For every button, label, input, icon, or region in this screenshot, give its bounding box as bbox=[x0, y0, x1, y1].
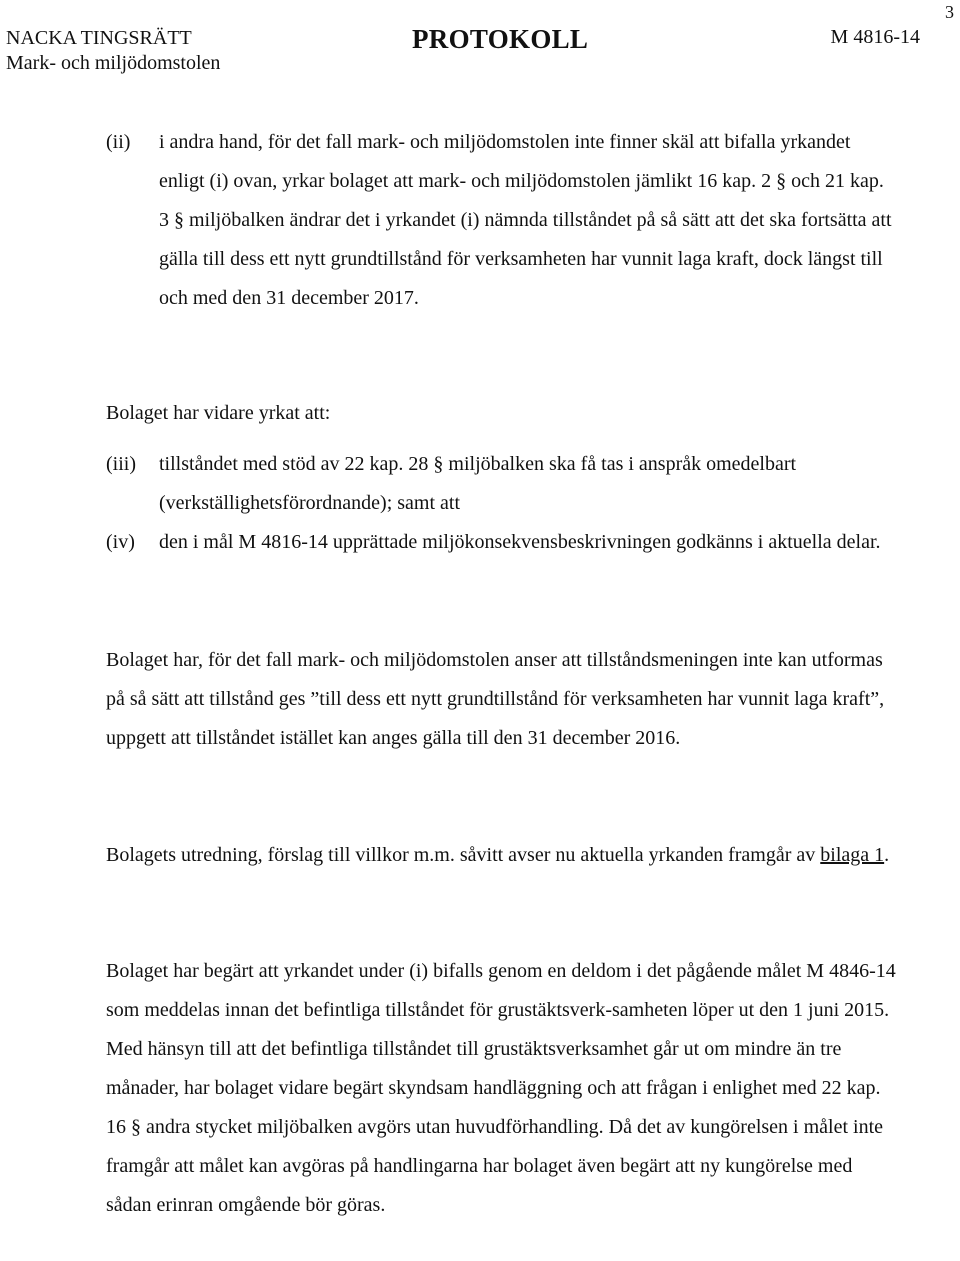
paragraph-text: Bolagets utredning, förslag till villkor m.m. såvitt avser nu aktuella yrkanden framgår av bbox=[106, 844, 821, 866]
list-item-text: i andra hand, för det fall mark- och miljödomstolen inte finner skäl att bifalla yrkandet enligt (i) ovan, yrkar bolaget att mark- och miljödomstolen jämlikt 16 kap. 2 § och 21 kap. 3 § miljöbalken ändrar det i yrkandet (i) nämnda tillståndet på så sätt att det ska fortsätta att gälla till dess ett nytt grundtillstånd för verksamheten har vunnit laga kraft, dock längst till och med den 31 december 2017. bbox=[159, 131, 892, 309]
paragraph-partial-judgment: Bolaget har begärt att yrkandet under (i) bifalls genom en deldom i det pågående målet M 4846-14 som meddelas innan det befintliga tillståndet för grustäktsverk-samheten löper ut den 1 juni 2015. Med hänsyn till att det befintliga tillståndet till grustäktsverksamhet går ut om mindre än tre månader, har bolaget vidare begärt skyndsam handläggning och att frågan i enlighet med 22 kap. 16 § andra stycket miljöbalken avgörs utan huvudförhandling. Då det av kungörelsen i målet inte framgår att målet kan avgöras på handlingarna har bolaget även begärt att ny kungörelse med sådan erinran omgående bör göras. bbox=[106, 960, 896, 1216]
list-item-text: tillståndet med stöd av 22 kap. 28 § miljöbalken ska få tas i anspråk omedelbart (verkställighetsförordnande); samt att bbox=[159, 453, 797, 514]
paragraph-text-end: . bbox=[884, 844, 890, 866]
department-name: Mark- och miljödomstolen bbox=[6, 52, 221, 74]
list-item-iv bbox=[106, 523, 896, 562]
list-marker: (iii) bbox=[106, 453, 136, 475]
list-item-iii bbox=[106, 445, 896, 523]
page-number: 3 bbox=[945, 2, 954, 22]
header-court-block bbox=[6, 26, 220, 76]
list-marker: (iv) bbox=[106, 531, 135, 553]
document-type: PROTOKOLL bbox=[412, 24, 589, 54]
court-name: NACKA TINGSRÄTT bbox=[6, 27, 192, 49]
list-item-ii bbox=[106, 123, 896, 318]
attachment-link[interactable]: bilaga 1 bbox=[820, 844, 885, 866]
list-item-text: den i mål M 4816-14 upprättade miljökonsekvensbeskrivningen godkänns i aktuella delar. bbox=[159, 531, 881, 553]
list-marker: (ii) bbox=[106, 131, 131, 153]
paragraph-investigation bbox=[106, 836, 896, 875]
paragraph-alternative-date: Bolaget har, för det fall mark- och miljödomstolen anser att tillståndsmeningen inte kan utformas på så sätt att tillstånd ges ”till dess ett nytt grundtillstånd för verksamheten har vunnit laga kraft”, uppgett att tillståndet istället kan anges gälla till den 31 december 2016. bbox=[106, 649, 885, 749]
case-number: M 4816-14 bbox=[830, 26, 920, 48]
paragraph-claims-intro: Bolaget har vidare yrkat att: bbox=[106, 402, 331, 424]
